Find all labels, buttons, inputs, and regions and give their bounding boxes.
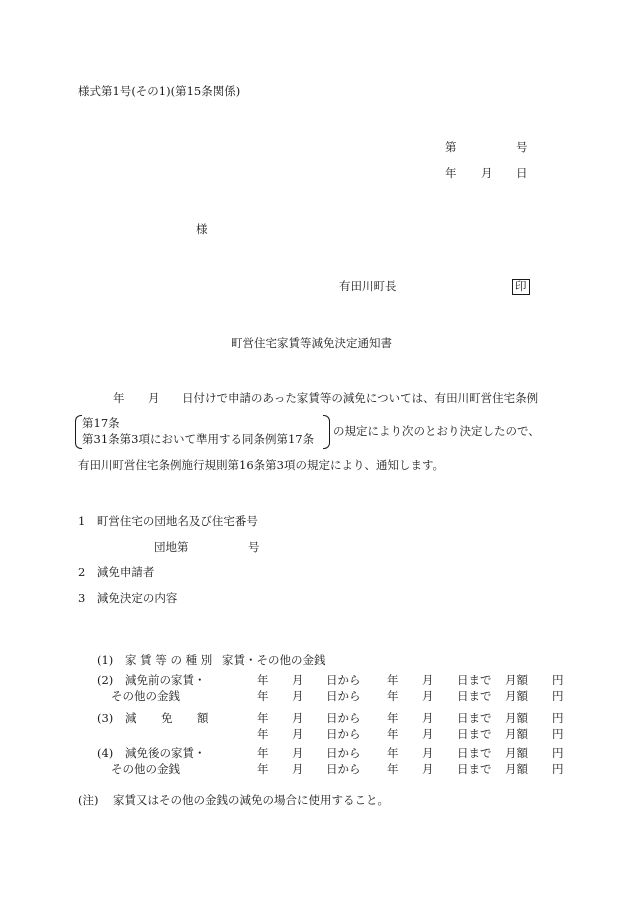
item-1: 1 町営住宅の団地名及び住宅番号 bbox=[78, 514, 258, 528]
item-2: 2 減免申請者 bbox=[78, 565, 155, 579]
row2-number: (2) bbox=[97, 673, 114, 687]
body-line1: 日付けで申請のあった家賃等の減免については、有田川町営住宅条例 bbox=[182, 391, 539, 405]
doc-number-prefix: 第 bbox=[445, 140, 457, 154]
row3-label-a: 減 bbox=[125, 711, 137, 725]
document-title: 町営住宅家賃等減免決定通知書 bbox=[231, 336, 392, 350]
doc-number-suffix: 号 bbox=[516, 140, 528, 154]
period-monthly: 月額 bbox=[505, 689, 528, 703]
period-to: 日まで bbox=[457, 746, 492, 760]
period-year: 年 bbox=[387, 711, 399, 725]
period-month: 月 bbox=[422, 711, 434, 725]
body-line3: 有田川町営住宅条例施行規則第16条第3項の規定により、通知します。 bbox=[78, 458, 445, 472]
row4-number: (4) bbox=[97, 746, 114, 760]
period-month: 月 bbox=[292, 762, 304, 776]
period-monthly: 月額 bbox=[505, 673, 528, 687]
period-monthly: 月額 bbox=[505, 727, 528, 741]
period-month: 月 bbox=[422, 762, 434, 776]
period-year: 年 bbox=[257, 673, 269, 687]
period-year: 年 bbox=[257, 762, 269, 776]
period-yen: 円 bbox=[552, 727, 564, 741]
body-month: 月 bbox=[148, 391, 160, 405]
date-year: 年 bbox=[445, 166, 457, 180]
period-from: 日から bbox=[326, 711, 361, 725]
period-year: 年 bbox=[387, 727, 399, 741]
row3-number: (3) bbox=[97, 711, 114, 725]
brace-option-2: 第31条第3項において準用する同条例第17条 bbox=[82, 432, 315, 446]
period-to: 日まで bbox=[457, 711, 492, 725]
issuer-title: 有田川町長 bbox=[339, 279, 397, 293]
period-month: 月 bbox=[292, 727, 304, 741]
period-from: 日から bbox=[326, 689, 361, 703]
item-3: 3 減免決定の内容 bbox=[78, 591, 178, 605]
left-brace bbox=[75, 415, 82, 449]
period-from: 日から bbox=[326, 762, 361, 776]
row4-label-2: その他の金銭 bbox=[111, 762, 180, 776]
period-month: 月 bbox=[422, 673, 434, 687]
period-month: 月 bbox=[292, 689, 304, 703]
period-monthly: 月額 bbox=[505, 711, 528, 725]
row2-label-1: 減免前の家賃・ bbox=[125, 673, 206, 687]
brace-option-1: 第17条 bbox=[82, 416, 120, 430]
period-month: 月 bbox=[422, 746, 434, 760]
period-month: 月 bbox=[292, 711, 304, 725]
item-1-estate: 団地第 bbox=[154, 540, 189, 554]
period-year: 年 bbox=[387, 689, 399, 703]
period-from: 日から bbox=[326, 673, 361, 687]
period-year: 年 bbox=[257, 711, 269, 725]
row1-number: (1) bbox=[97, 653, 114, 667]
period-year: 年 bbox=[387, 673, 399, 687]
seal-mark: 印 bbox=[512, 279, 530, 295]
row1-type-label: 家 賃 等 の 種 別 bbox=[125, 653, 213, 667]
body-year: 年 bbox=[113, 391, 125, 405]
period-year: 年 bbox=[257, 689, 269, 703]
period-year: 年 bbox=[257, 746, 269, 760]
note-marker: (注) bbox=[78, 793, 99, 807]
row3-label-c: 額 bbox=[197, 711, 209, 725]
period-monthly: 月額 bbox=[505, 762, 528, 776]
row1-value: 家賃・その他の金銭 bbox=[222, 653, 326, 667]
period-year: 年 bbox=[387, 746, 399, 760]
period-from: 日から bbox=[326, 746, 361, 760]
period-yen: 円 bbox=[552, 689, 564, 703]
period-year: 年 bbox=[387, 762, 399, 776]
period-to: 日まで bbox=[457, 762, 492, 776]
period-to: 日まで bbox=[457, 689, 492, 703]
period-to: 日まで bbox=[457, 727, 492, 741]
period-month: 月 bbox=[292, 673, 304, 687]
period-year: 年 bbox=[257, 727, 269, 741]
period-from: 日から bbox=[326, 727, 361, 741]
period-month: 月 bbox=[292, 746, 304, 760]
row4-label-1: 減免後の家賃・ bbox=[125, 746, 206, 760]
period-yen: 円 bbox=[552, 762, 564, 776]
row3-label-b: 免 bbox=[161, 711, 173, 725]
note-text: 家賃又はその他の金銭の減免の場合に使用すること。 bbox=[113, 793, 389, 807]
addressee-honorific: 様 bbox=[196, 222, 208, 236]
date-day: 日 bbox=[516, 166, 528, 180]
period-to: 日まで bbox=[457, 673, 492, 687]
period-month: 月 bbox=[422, 689, 434, 703]
period-month: 月 bbox=[422, 727, 434, 741]
period-monthly: 月額 bbox=[505, 746, 528, 760]
date-month: 月 bbox=[481, 166, 493, 180]
right-brace bbox=[323, 415, 330, 449]
form-number: 様式第1号(その1)(第15条関係) bbox=[78, 84, 241, 98]
body-line2: の規定により次のとおり決定したので、 bbox=[333, 424, 540, 438]
period-yen: 円 bbox=[552, 673, 564, 687]
period-yen: 円 bbox=[552, 711, 564, 725]
period-yen: 円 bbox=[552, 746, 564, 760]
item-1-number: 号 bbox=[248, 540, 260, 554]
row2-label-2: その他の金銭 bbox=[111, 689, 180, 703]
